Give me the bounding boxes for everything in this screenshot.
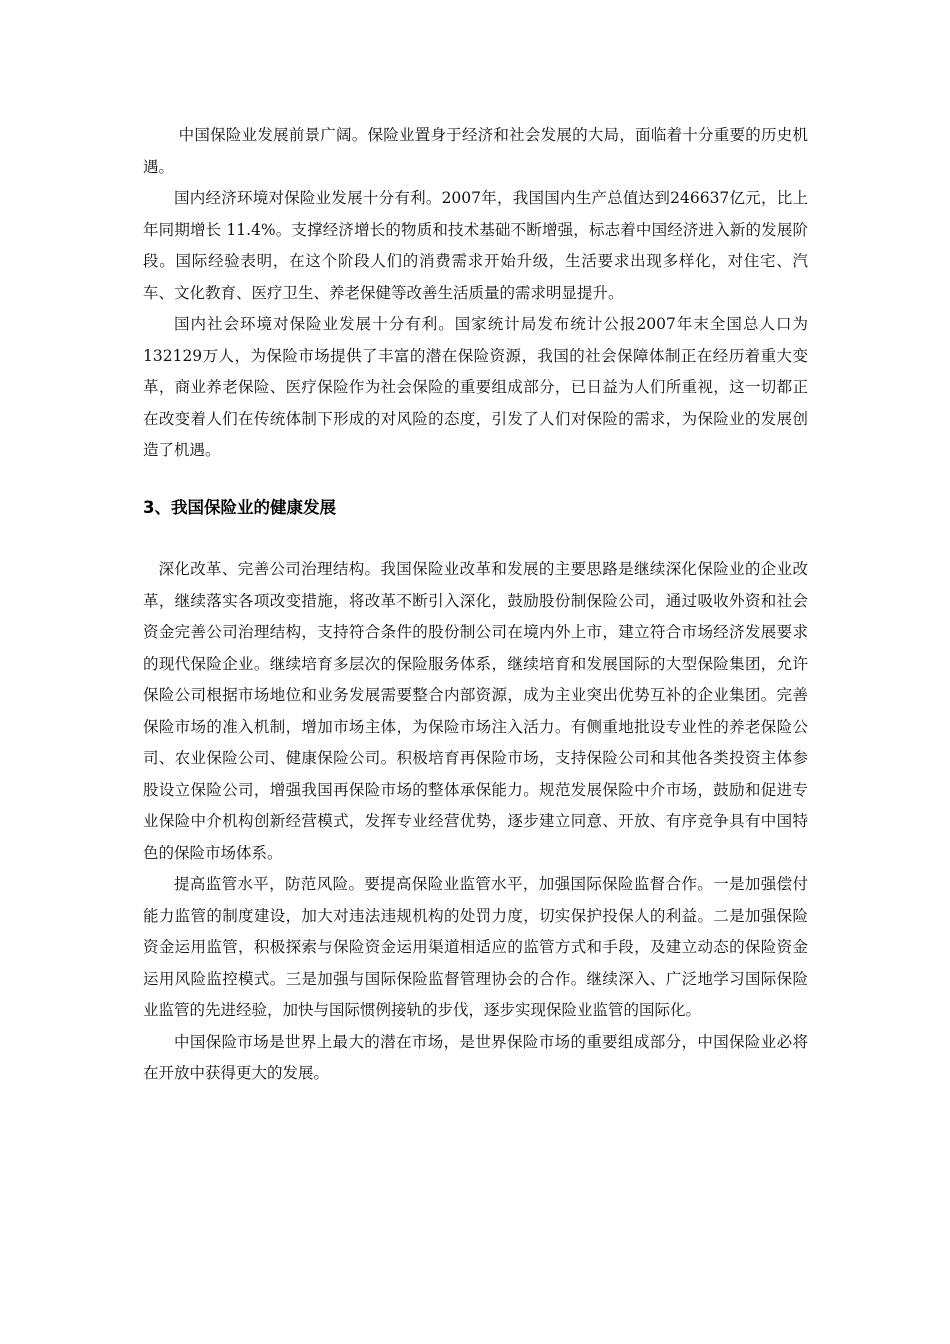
paragraph-economic-environment: 国内经济环境对保险业发展十分有利。2007年，我国国内生产总值达到246637亿元，比上年同期增长 11.4%。支撑经济增长的物质和技术基础不断增强，标志着中国经济进入新的发展阶段。国际经验表明，在这个阶段人们的消费需求开始升级，生活要求出现多样化，对住宅、汽车、文化教育、医疗卫生、养老保健等改善生活质量的需求明显提升。 bbox=[143, 189, 808, 302]
paragraph-supervision: 提高监管水平，防范风险。要提高保险业监管水平，加强国际保险监督合作。一是加强偿付能力监管的制度建设，加大对违法违规机构的处罚力度，切实保护投保人的利益。二是加强保险资金运用监管，积极探索与保险资金运用渠道相适应的监管方式和手段，及建立动态的保险资金运用风险监控模式。三是加强与国际保险监督管理协会的合作。继续深入、广泛地学习国际保险业监管的先进经验，加快与国际惯例接轨的步伐，逐步实现保险业监管的国际化。 bbox=[143, 875, 808, 1019]
paragraph-outlook: 中国保险业发展前景广阔。保险业置身于经济和社会发展的大局，面临着十分重要的历史机遇。 bbox=[143, 126, 808, 176]
document-body bbox=[143, 120, 808, 1090]
paragraph-social-environment: 国内社会环境对保险业发展十分有利。国家统计局发布统计公报2007年末全国总人口为132129万人，为保险市场提供了丰富的潜在保险资源，我国的社会保障体制正在经历着重大变革，商业养老保险、医疗保险作为社会保险的重要组成部分，已日益为人们所重视，这一切都正在改变着人们在传统体制下形成的对风险的态度，引发了人们对保险的需求，为保险业的发展创造了机遇。 bbox=[143, 315, 808, 459]
paragraph-deepen-reform: 深化改革、完善公司治理结构。我国保险业改革和发展的主要思路是继续深化保险业的企业改革，继续落实各项改变措施，将改革不断引入深化，鼓励股份制保险公司，通过吸收外资和社会资金完善公司治理结构，支持符合条件的股份制公司在境内外上市，建立符合市场经济发展要求的现代保险企业。继续培育多层次的保险服务体系，继续培育和发展国际的大型保险集团，允许保险公司根据市场地位和业务发展需要整合内部资源，成为主业突出优势互补的企业集团。完善保险市场的准入机制，增加市场主体，为保险市场注入活力。有侧重地批设专业性的养老保险公司、农业保险公司、健康保险公司。积极培育再保险市场，支持保险公司和其他各类投资主体参股设立保险公司，增强我国再保险市场的整体承保能力。规范发展保险中介市场，鼓励和促进专业保险中介机构创新经营模式，发挥专业经营优势，逐步建立同意、开放、有序竞争具有中国特色的保险市场体系。 bbox=[143, 560, 808, 862]
paragraph-conclusion: 中国保险市场是世界上最大的潜在市场，是世界保险市场的重要组成部分，中国保险业必将在开放中获得更大的发展。 bbox=[143, 1032, 808, 1082]
heading-spacer bbox=[143, 523, 808, 554]
section-heading: 3、我国保险业的健康发展 bbox=[143, 497, 336, 517]
